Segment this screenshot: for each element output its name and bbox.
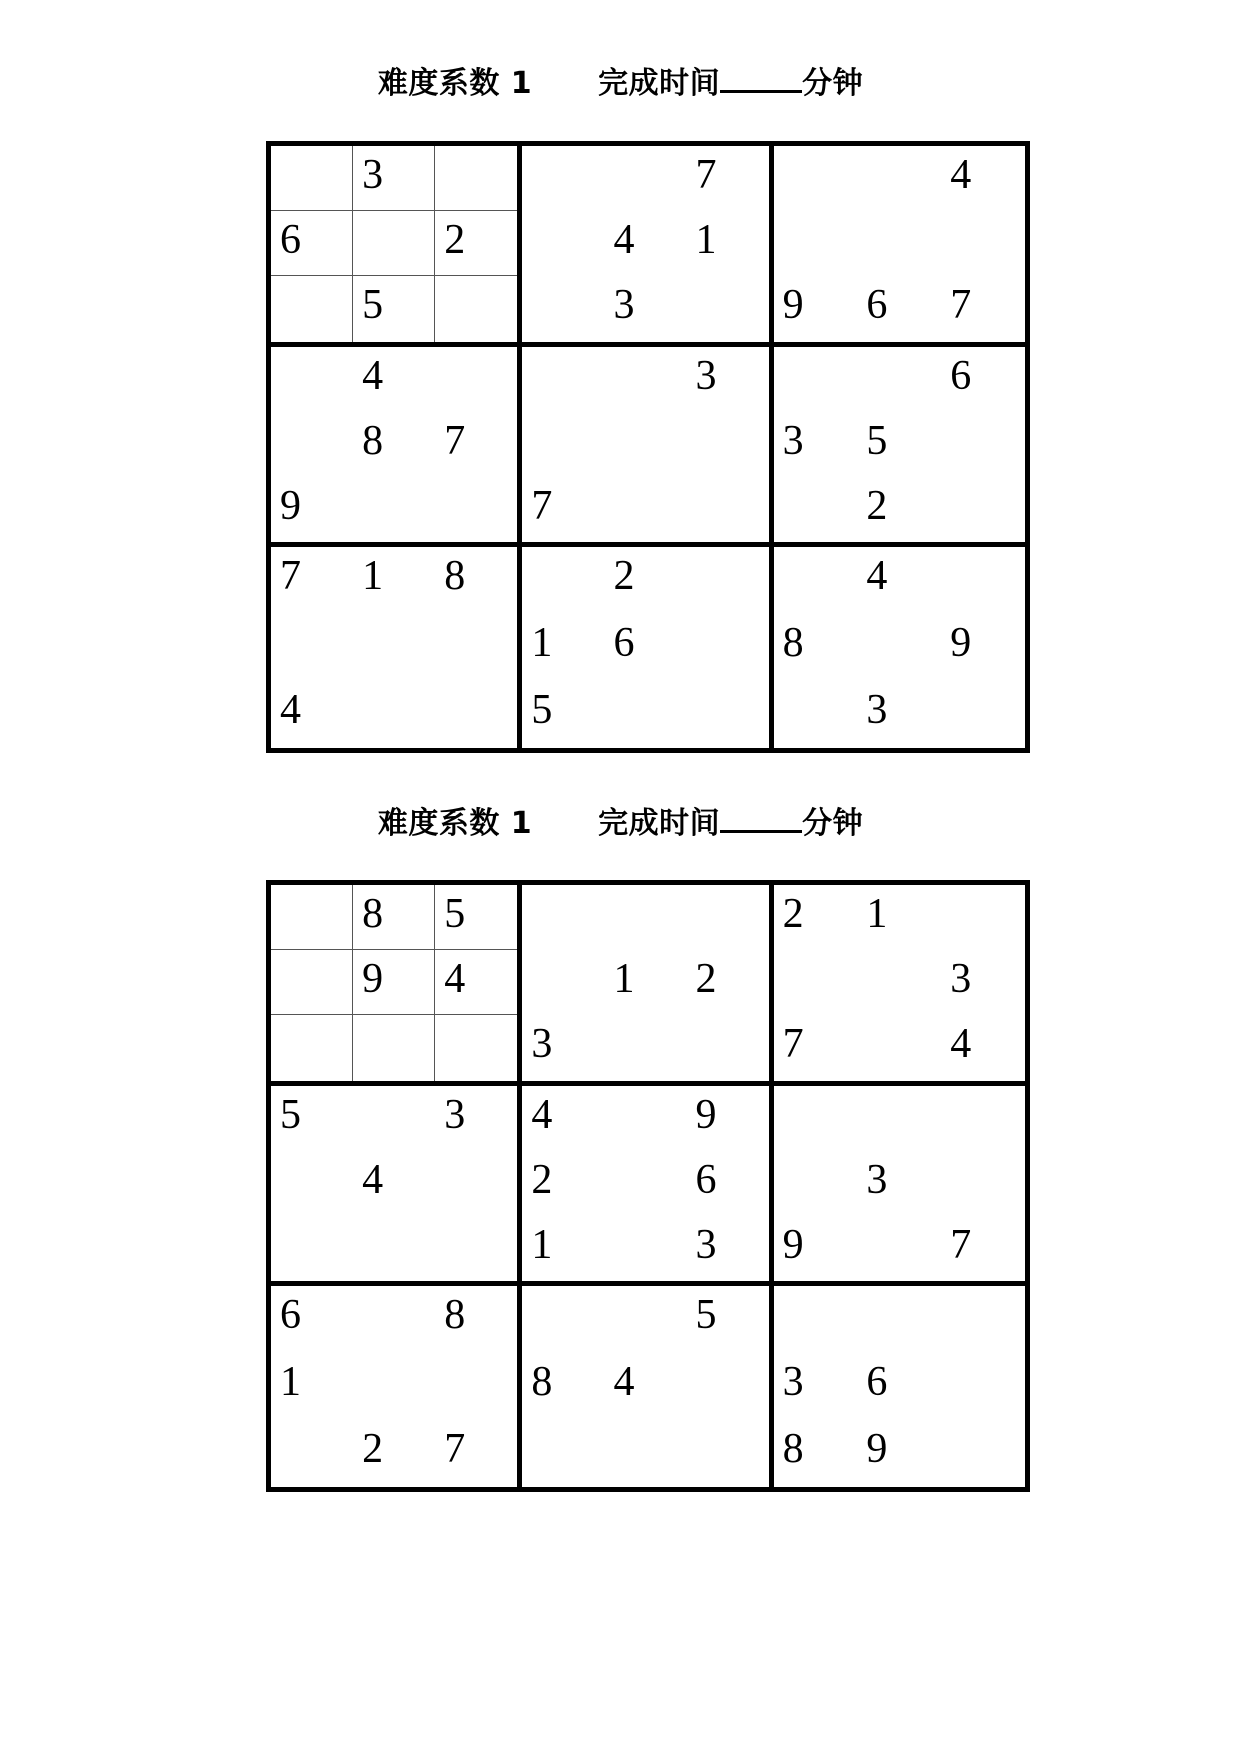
sudoku-cell[interactable] <box>941 681 1025 748</box>
sudoku-cell[interactable] <box>271 1151 353 1216</box>
sudoku-cell[interactable] <box>522 276 604 341</box>
sudoku-cell[interactable]: 6 <box>695 1156 717 1203</box>
sudoku-cell[interactable]: 8 <box>362 417 384 464</box>
sudoku-cell[interactable] <box>271 146 353 211</box>
sudoku-cell[interactable]: 3 <box>782 417 804 464</box>
sudoku-cell[interactable]: 1 <box>866 891 888 937</box>
sudoku-cell[interactable] <box>353 1216 435 1281</box>
sudoku-cell[interactable]: 2 <box>866 483 888 530</box>
sudoku-cell[interactable] <box>271 276 353 341</box>
puzzle-1-time-label: 完成时间 <box>598 66 721 101</box>
puzzle-1-time-unit: 分钟 <box>802 66 864 101</box>
sudoku-cell[interactable] <box>604 1286 686 1353</box>
puzzle-2-time-label: 完成时间 <box>598 806 721 841</box>
sudoku-cell[interactable]: 3 <box>866 687 888 734</box>
sudoku-cell[interactable]: 2 <box>435 211 517 276</box>
sudoku-cell[interactable] <box>774 477 858 542</box>
sudoku-box <box>774 347 1025 548</box>
sudoku-cell[interactable]: 3 <box>950 956 972 1003</box>
sudoku-cell[interactable] <box>687 1353 769 1420</box>
sudoku-cell[interactable]: 7 <box>782 1021 804 1068</box>
sudoku-cell[interactable]: 3 <box>866 1156 888 1203</box>
sudoku-cell[interactable]: 6 <box>866 1359 888 1406</box>
sudoku-cell[interactable] <box>687 681 769 748</box>
sudoku-cell[interactable]: 1 <box>695 217 717 264</box>
sudoku-cell[interactable] <box>941 1086 1025 1151</box>
sudoku-cell[interactable] <box>522 950 604 1015</box>
sudoku-cell[interactable] <box>687 547 769 614</box>
sudoku-box <box>522 885 773 1086</box>
puzzle-2-time-unit: 分钟 <box>802 806 864 841</box>
sudoku-cell[interactable]: 9 <box>782 282 804 329</box>
sudoku-cell[interactable]: 6 <box>866 282 888 329</box>
sudoku-cell[interactable]: 3 <box>695 1222 717 1269</box>
sudoku-cell[interactable] <box>774 1151 858 1216</box>
sudoku-grid-2 <box>266 880 1030 1492</box>
sudoku-cell[interactable]: 5 <box>280 1091 301 1138</box>
sudoku-cell[interactable]: 6 <box>950 352 972 399</box>
sudoku-box <box>522 1286 773 1487</box>
sudoku-cell[interactable] <box>687 1420 769 1487</box>
sudoku-cell[interactable] <box>687 1015 769 1080</box>
sudoku-cell[interactable]: 5 <box>435 885 517 950</box>
sudoku-cell[interactable]: 4 <box>613 217 635 264</box>
sudoku-box <box>522 347 773 548</box>
sudoku-cell[interactable]: 4 <box>435 950 517 1015</box>
sudoku-cell[interactable] <box>857 146 941 211</box>
sudoku-cell[interactable]: 7 <box>444 417 466 464</box>
sudoku-cell[interactable] <box>271 614 353 681</box>
sudoku-cell[interactable] <box>604 1086 686 1151</box>
sudoku-cell[interactable] <box>941 477 1025 542</box>
sudoku-cell[interactable]: 6 <box>613 620 635 667</box>
sudoku-cell[interactable] <box>353 1015 435 1080</box>
sudoku-cell[interactable] <box>522 1420 604 1487</box>
sudoku-cell[interactable]: 9 <box>695 1091 717 1138</box>
sudoku-cell[interactable]: 4 <box>362 1156 384 1203</box>
sudoku-cell[interactable] <box>941 412 1025 477</box>
sudoku-cell[interactable]: 5 <box>531 687 553 734</box>
sudoku-cell[interactable] <box>774 211 858 276</box>
sudoku-cell[interactable]: 8 <box>444 553 466 600</box>
sudoku-cell[interactable]: 7 <box>280 553 301 600</box>
sudoku-cell[interactable]: 8 <box>444 1292 466 1339</box>
sudoku-cell[interactable] <box>857 211 941 276</box>
sudoku-cell[interactable] <box>687 614 769 681</box>
sudoku-cell[interactable]: 4 <box>362 352 384 399</box>
sudoku-cell[interactable]: 9 <box>353 950 435 1015</box>
sudoku-cell[interactable] <box>353 1353 435 1420</box>
sudoku-box <box>522 1086 773 1287</box>
sudoku-cell[interactable] <box>941 1353 1025 1420</box>
sudoku-cell[interactable]: 3 <box>353 146 435 211</box>
sudoku-box <box>271 1286 522 1487</box>
sudoku-cell[interactable]: 3 <box>695 352 717 399</box>
sudoku-cell[interactable] <box>522 146 604 211</box>
sudoku-cell[interactable] <box>271 347 353 412</box>
sudoku-cell[interactable] <box>857 1286 941 1353</box>
sudoku-cell[interactable]: 5 <box>695 1292 717 1339</box>
sudoku-cell[interactable]: 6 <box>271 211 353 276</box>
sudoku-cell[interactable] <box>435 477 517 542</box>
sudoku-cell[interactable] <box>857 347 941 412</box>
sudoku-box <box>774 885 1025 1086</box>
sudoku-cell[interactable] <box>271 1420 353 1487</box>
sudoku-cell[interactable] <box>604 1015 686 1080</box>
sudoku-cell[interactable]: 8 <box>531 1359 553 1406</box>
sudoku-cell[interactable]: 2 <box>782 891 804 937</box>
sudoku-cell[interactable]: 4 <box>866 553 888 600</box>
sudoku-box <box>522 146 773 347</box>
puzzle-2-difficulty: 难度系数 1 <box>377 806 533 841</box>
puzzle-1-title <box>0 58 1241 102</box>
sudoku-cell[interactable] <box>604 681 686 748</box>
sudoku-cell[interactable]: 7 <box>695 152 717 198</box>
sudoku-box <box>774 1286 1025 1487</box>
sudoku-cell[interactable] <box>604 885 686 950</box>
sudoku-cell[interactable] <box>604 1151 686 1216</box>
sudoku-cell[interactable] <box>435 1151 517 1216</box>
sudoku-cell[interactable]: 9 <box>866 1426 888 1473</box>
sudoku-cell[interactable] <box>774 547 858 614</box>
sudoku-cell[interactable]: 8 <box>782 1426 804 1473</box>
sudoku-cell[interactable] <box>687 412 769 477</box>
sudoku-cell[interactable] <box>353 211 435 276</box>
sudoku-cell[interactable] <box>941 547 1025 614</box>
sudoku-cell[interactable]: 2 <box>362 1426 384 1473</box>
sudoku-cell[interactable] <box>522 1286 604 1353</box>
sudoku-cell[interactable] <box>774 950 858 1015</box>
sudoku-box <box>774 146 1025 347</box>
sudoku-cell[interactable]: 3 <box>444 1091 466 1138</box>
sudoku-cell[interactable] <box>687 276 769 341</box>
sudoku-cell[interactable]: 4 <box>531 1091 553 1138</box>
sudoku-cell[interactable] <box>857 1216 941 1281</box>
sudoku-cell[interactable] <box>774 681 858 748</box>
sudoku-cell[interactable] <box>687 477 769 542</box>
sudoku-cell[interactable]: 7 <box>950 1222 972 1269</box>
sudoku-box <box>271 146 522 347</box>
sudoku-cell[interactable]: 8 <box>353 885 435 950</box>
sudoku-cell[interactable]: 9 <box>782 1222 804 1269</box>
sudoku-cell[interactable] <box>353 614 435 681</box>
sudoku-cell[interactable] <box>604 1216 686 1281</box>
sudoku-cell[interactable] <box>435 347 517 412</box>
sudoku-cell[interactable]: 5 <box>353 276 435 341</box>
puzzle-1-time-blank[interactable] <box>720 60 802 93</box>
sudoku-cell[interactable] <box>604 347 686 412</box>
sudoku-cell[interactable] <box>604 1420 686 1487</box>
sudoku-cell[interactable]: 5 <box>866 417 888 464</box>
sudoku-cell[interactable]: 2 <box>531 1156 553 1203</box>
sudoku-box <box>271 547 522 748</box>
sudoku-cell[interactable] <box>522 547 604 614</box>
sudoku-cell[interactable] <box>857 614 941 681</box>
sudoku-cell[interactable]: 3 <box>531 1021 553 1068</box>
sudoku-cell[interactable]: 1 <box>280 1359 301 1406</box>
sudoku-cell[interactable] <box>435 276 517 341</box>
sudoku-cell[interactable]: 7 <box>531 483 553 530</box>
sudoku-cell[interactable]: 1 <box>362 553 384 600</box>
sudoku-cell[interactable] <box>353 477 435 542</box>
sudoku-cell[interactable] <box>941 1286 1025 1353</box>
sudoku-cell[interactable]: 4 <box>613 1359 635 1406</box>
sudoku-cell[interactable] <box>522 412 604 477</box>
sudoku-cell[interactable] <box>604 412 686 477</box>
sudoku-cell[interactable] <box>941 1151 1025 1216</box>
sudoku-cell[interactable]: 1 <box>531 620 553 667</box>
sudoku-cell[interactable] <box>435 681 517 748</box>
sudoku-cell[interactable] <box>353 681 435 748</box>
sudoku-box <box>522 547 773 748</box>
sudoku-cell[interactable] <box>857 1015 941 1080</box>
sudoku-cell[interactable] <box>522 347 604 412</box>
sudoku-cell[interactable] <box>774 1086 858 1151</box>
sudoku-cell[interactable] <box>271 885 353 950</box>
sudoku-cell[interactable] <box>941 885 1025 950</box>
sudoku-cell[interactable]: 3 <box>613 282 635 329</box>
sudoku-box <box>271 1086 522 1287</box>
sudoku-cell[interactable] <box>604 146 686 211</box>
sudoku-cell[interactable] <box>774 146 858 211</box>
sudoku-cell[interactable]: 9 <box>280 483 301 530</box>
sudoku-box <box>271 347 522 548</box>
sudoku-cell[interactable] <box>271 412 353 477</box>
sudoku-cell[interactable] <box>941 1420 1025 1487</box>
sudoku-cell[interactable] <box>857 1086 941 1151</box>
sudoku-cell[interactable] <box>271 1015 353 1080</box>
sudoku-cell[interactable] <box>271 1216 353 1281</box>
puzzle-2-title <box>0 798 1241 842</box>
sudoku-cell[interactable] <box>774 347 858 412</box>
sudoku-box <box>774 1086 1025 1287</box>
sudoku-cell[interactable]: 7 <box>444 1426 466 1473</box>
puzzle-2-time-blank[interactable] <box>720 800 802 833</box>
sudoku-cell[interactable]: 6 <box>280 1292 301 1339</box>
sudoku-cell[interactable]: 4 <box>950 1021 972 1068</box>
sudoku-cell[interactable] <box>604 477 686 542</box>
sudoku-box <box>271 885 522 1086</box>
sudoku-cell[interactable] <box>857 950 941 1015</box>
sudoku-cell[interactable] <box>522 211 604 276</box>
sudoku-cell[interactable] <box>687 885 769 950</box>
puzzle-1-difficulty: 难度系数 1 <box>377 66 533 101</box>
sudoku-cell[interactable] <box>435 614 517 681</box>
sudoku-cell[interactable]: 1 <box>613 956 635 1003</box>
sudoku-cell[interactable] <box>353 1286 435 1353</box>
sudoku-cell[interactable]: 7 <box>950 282 972 329</box>
sudoku-cell[interactable]: 2 <box>613 553 635 600</box>
sudoku-cell[interactable]: 9 <box>950 620 972 667</box>
sudoku-cell[interactable] <box>435 1353 517 1420</box>
sudoku-cell[interactable]: 1 <box>531 1222 553 1269</box>
sudoku-cell[interactable] <box>941 211 1025 276</box>
sudoku-cell[interactable] <box>353 1086 435 1151</box>
sudoku-cell[interactable]: 2 <box>695 956 717 1003</box>
sudoku-cell[interactable] <box>774 1286 858 1353</box>
sudoku-cell[interactable]: 4 <box>950 152 972 198</box>
sudoku-cell[interactable] <box>435 1216 517 1281</box>
sudoku-cell[interactable] <box>435 1015 517 1080</box>
sudoku-cell[interactable]: 8 <box>782 620 804 667</box>
sudoku-cell[interactable] <box>522 885 604 950</box>
sudoku-cell[interactable]: 4 <box>280 687 301 734</box>
sudoku-cell[interactable] <box>435 146 517 211</box>
sudoku-cell[interactable] <box>271 950 353 1015</box>
sudoku-cell[interactable]: 3 <box>782 1359 804 1406</box>
sudoku-box <box>774 547 1025 748</box>
sudoku-grid-1 <box>266 141 1030 753</box>
